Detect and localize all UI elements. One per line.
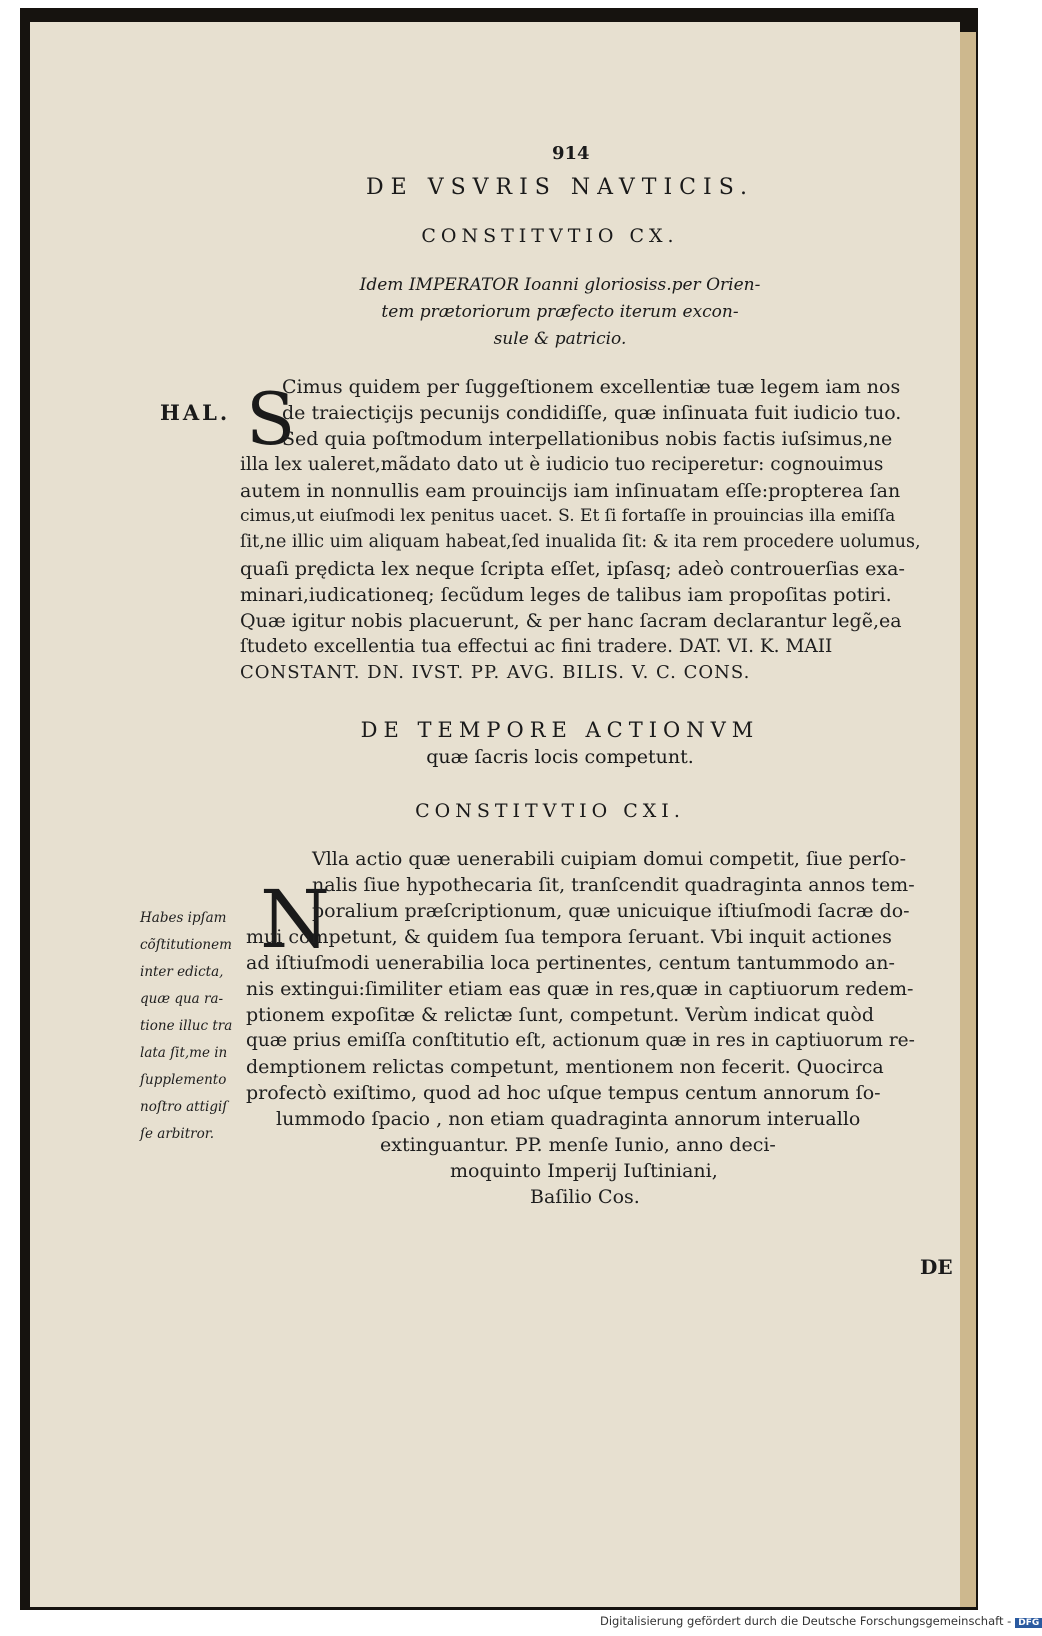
constitution-title: CONSTITVTIO CXI. bbox=[415, 800, 685, 822]
margin-note-line: noſtro attigiſ bbox=[140, 1099, 228, 1115]
text-line: ſtudeto excellentia tua effectui ac fini tradere. DAT. VI. K. MAII bbox=[240, 636, 833, 657]
text-line: Cimus quidem per ſuggeſtionem excellentiæ tuæ legem iam nos bbox=[282, 376, 901, 398]
text-line: mui competunt, & quidem ſua tempora ſeruant. Vbi inquit actiones bbox=[246, 926, 892, 948]
margin-note-line: inter edicta, bbox=[140, 964, 224, 980]
text-line: ad iſtiuſmodi uenerabilia loca pertinentes, centum tantummodo an- bbox=[246, 952, 895, 974]
margin-note-line: lata ſit,me in bbox=[140, 1045, 228, 1061]
drop-cap: N bbox=[260, 873, 330, 966]
constitution-title: CONSTITVTIO CX. bbox=[421, 225, 679, 247]
footer-text: Digitalisierung gefördert durch die Deutsche Forschungsgemeinschaft - bbox=[600, 1614, 1012, 1628]
margin-note-line: ſe arbitror. bbox=[140, 1126, 215, 1142]
text-line: illa lex ualeret,mãdato dato ut è iudicio tuo reciperetur: cognouimus bbox=[240, 454, 884, 475]
margin-note-line: cõſtitutionem bbox=[140, 937, 232, 953]
section-subheading: quæ ſacris locis competunt. bbox=[426, 746, 694, 768]
text-line: Quæ igitur nobis placuerunt, & per hanc ſacram declarantur legẽ,ea bbox=[240, 610, 902, 632]
footer-credit bbox=[600, 1614, 1042, 1628]
text-line: extinguantur. PP. menſe Iunio, anno deci- bbox=[380, 1134, 776, 1156]
text-line: cimus,ut eiuſmodi lex penitus uacet. S. Et ſi fortaſſe in prouincias illa emiſſa bbox=[240, 506, 896, 526]
text-line: profectò exiſtimo, quod ad hoc uſque tempus centum annorum ſo- bbox=[246, 1082, 881, 1104]
text-line: Baſilio Cos. bbox=[530, 1186, 640, 1208]
dfg-logo: DFG bbox=[1015, 1618, 1042, 1628]
text-line: moquinto Imperij Iuſtiniani, bbox=[450, 1160, 718, 1182]
text-line: ptionem expoſitæ & relictæ ſunt, competunt. Verùm indicat quòd bbox=[246, 1004, 875, 1026]
page-number: 914 bbox=[552, 143, 590, 164]
text-line: poralium præſcriptionum, quæ unicuique iſtiuſmodi ſacræ do- bbox=[312, 900, 910, 922]
text-line: quæ prius emiſſa conſtitutio eſt, actionum quæ in res in captiuorum re- bbox=[246, 1030, 915, 1051]
address-line: tem prætoriorum præfecto iterum excon- bbox=[381, 302, 739, 322]
section-heading: DE TEMPORE ACTIONVM bbox=[360, 718, 760, 742]
drop-cap: S bbox=[246, 377, 296, 461]
address-line: sule & patricio. bbox=[493, 329, 627, 349]
text-line: ſit,ne illic uim aliquam habeat,ſed inualida ſit: & ita rem procedere uolumus, bbox=[240, 532, 921, 552]
margin-note-line: Habes ipſam bbox=[140, 910, 227, 926]
catchword: DE bbox=[920, 1255, 953, 1279]
text-line: Sed quia poſtmodum interpellationibus nobis factis iuſsimus,ne bbox=[282, 428, 893, 450]
margin-note-line: tione illuc tra bbox=[140, 1018, 233, 1034]
margin-label: HAL. bbox=[160, 400, 231, 425]
margin-note-line: quæ qua ra- bbox=[140, 991, 224, 1007]
text-line: CONSTANT. DN. IVST. PP. AVG. BILIS. V. C. CONS. bbox=[240, 662, 751, 683]
text-line: nis extingui:ſimiliter etiam eas quæ in res,quæ in captiuorum redem- bbox=[246, 978, 914, 1000]
text-line: demptionem relictas competunt, mentionem non fecerit. Quocirca bbox=[246, 1056, 884, 1078]
margin-note bbox=[140, 905, 250, 1148]
text-line: quaſi prędicta lex neque ſcripta eſſet, ipſasq; adeò controuerſias exa- bbox=[240, 558, 905, 580]
text-line: minari,iudicationeq; ſecũdum leges de talibus iam propoſitas potiri. bbox=[240, 584, 892, 606]
text-line: lummodo ſpacio , non etiam quadraginta annorum interuallo bbox=[276, 1108, 861, 1130]
text-line: autem in nonnullis eam prouincijs iam inſinuatam eſſe:propterea ſan bbox=[240, 480, 901, 502]
address-line: Idem IMPERATOR Ioanni gloriosiss.per Orien- bbox=[359, 275, 761, 295]
text-line: Vlla actio quæ uenerabili cuipiam domui competit, ſiue perſo- bbox=[312, 848, 906, 870]
text-line: nalis ſiue hypothecaria ſit, tranſcendit quadraginta annos tem- bbox=[312, 874, 915, 896]
running-head: DE VSVRIS NAVTICIS. bbox=[366, 175, 754, 200]
text-line: de traiectiçijs pecunijs condidiſſe, quæ inſinuata fuit iudicio tuo. bbox=[282, 402, 902, 424]
margin-note-line: ſupplemento bbox=[140, 1072, 227, 1088]
